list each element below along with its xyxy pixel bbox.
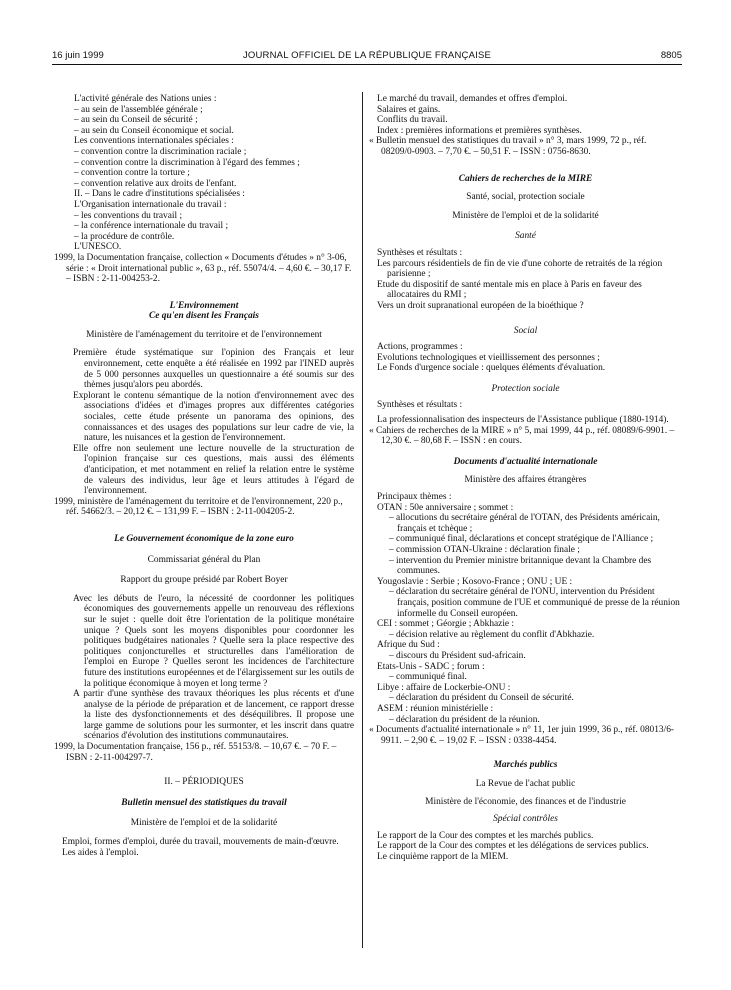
header-journal-title: JOURNAL OFFICIEL DE LA RÉPUBLIQUE FRANÇAISE [242, 50, 492, 61]
euro-heading: Le Gouvernement économique de la zone euro [114, 533, 294, 544]
marches-publics-ministry: Ministère de l'économie, des finances et de l'industrie [425, 797, 626, 808]
list-item: – déclaration du secrétaire général de l'ONU, intervention du Président français, position commune de l'UE et communiqué de presse de la réunion informelle du Conseil européen. [389, 587, 680, 619]
list-item: – déclaration du président de la réunion. [389, 714, 540, 725]
list-item: Salaires et gains. [377, 104, 441, 115]
list-item: – convention contre la discrimination raciale ; [74, 146, 247, 157]
list-item: Le marché du travail, demandes et offres d'emploi. [377, 94, 568, 104]
euro-report-title: Rapport du groupe présidé par Robert Boyer [120, 575, 288, 586]
list-item: La professionnalisation des inspecteurs de l'Assistance publique (1880-1914). [377, 415, 669, 426]
euro-organisation: Commissariat général du Plan [147, 554, 261, 565]
list-item: – convention contre la discrimination à l'égard des femmes ; [74, 157, 300, 168]
list-item: Etude du dispositif de santé mentale mis en place à Paris en faveur des allocataires du RMI ; [377, 279, 642, 301]
dai-libye: Libye : affaire de Lockerbie-ONU : [377, 682, 511, 693]
mire-heading: Cahiers de recherches de la MIRE [458, 173, 593, 184]
unesco-line: L'UNESCO. [74, 242, 122, 253]
right-column [369, 94, 682, 862]
header-rule [52, 64, 682, 65]
mire-subtitle: Santé, social, protection sociale [466, 192, 585, 203]
header-date: 16 juin 1999 [52, 50, 104, 61]
body-paragraph: A partir d'une synthèse des travaux théoriques les plus récents et d'une analyse de la période de préparation et de lancement, ce rapport dresse la liste des dysfonctionnements et des déséquilibres. Il propose une large gamme de solutions pour les surmonter, et les inscrit dans quatre scénarios d'évolution des institutions communautaires. [73, 689, 354, 742]
body-paragraph: Avec les débuts de l'euro, la nécessité de coordonner les politiques économiques des gouvernements appelle un renouveau des réflexions sur le sujet : quelle doit être l'orientation de la politique monétaire unique ? Quels sont les moyens disponibles pour coordonner les politiques budgétaires nationales ? Quelle sera la place respective des politiques conjoncturelles et structurelles dans l'amélioration de l'emploi en Europe ? Quelles seront les incidences de l'architecture future des institutions européennes et de l'élargissement sur les outils de la politique économique à moyen et long terme ? [73, 593, 354, 689]
list-item: Le Fonds d'urgence sociale : quelques éléments d'évaluation. [377, 363, 606, 374]
social-intro: Actions, programmes : [377, 342, 463, 353]
list-item: – la conférence internationale du travail ; [74, 221, 229, 232]
conventions-title: Les conventions internationales spéciales : [74, 136, 234, 147]
dai-themes: Principaux thèmes : [377, 492, 452, 503]
bmst-ministry: Ministère de l'emploi et de la solidarité [130, 818, 278, 829]
list-item: Index : premières informations et premières synthèses. [377, 125, 582, 136]
list-item: Le rapport de la Cour des comptes et les marchés publics. [377, 830, 594, 841]
list-item: – au sein du Conseil de sécurité ; [74, 115, 198, 126]
list-item: Emploi, formes d'emploi, durée du travail, mouvements de main-d'œuvre. [62, 837, 339, 848]
list-item: Vers un droit supranational européen de la bioéthique ? [377, 300, 584, 311]
list-item: – commission OTAN-Ukraine : déclaration finale ; [389, 545, 580, 555]
environnement-heading: L'Environnement [169, 300, 239, 311]
list-item: – la procédure de contrôle. [74, 231, 175, 242]
list-item: Evolutions technologiques et vieillissement des personnes ; [377, 352, 600, 363]
dai-heading: Documents d'actualité internationale [453, 456, 598, 467]
list-item: – allocutions du secrétaire général de l'OTAN, des Présidents américain, français et tchèque ; [389, 513, 660, 534]
left-column [54, 94, 354, 858]
list-item: – déclaration du président du Conseil de sécurité. [389, 693, 574, 704]
list-item: Le rapport de la Cour des comptes et les délégations de services publics. [377, 841, 649, 852]
list-item: – décision relative au règlement du conflit d'Abkhazie. [389, 629, 595, 640]
dai-cei: CEI : sommet ; Géorgie ; Abkhazie : [377, 619, 515, 630]
environnement-ministry: Ministère de l'aménagement du territoire et de l'environnement [86, 329, 322, 340]
body-paragraph: Première étude systématique sur l'opinion des Français et leur environnement, cette enquête a été réalisée en 1992 par l'INED auprès de 5 000 personnes auxquelles un questionnaire a été soumis sur des thèmes jusqu'alors peu abordés. [73, 348, 354, 391]
special-controles-heading: Spécial contrôles [493, 814, 558, 825]
sante-heading: Santé [515, 231, 536, 242]
dai-otan: OTAN : 50e anniversaire ; sommet : [377, 502, 514, 513]
body-paragraph: Explorant le contenu sémantique de la notion d'environnement avec des associations d'idées et d'images propres aux différentes catégories sociales, cette étude présente un panorama des opinions, des connaissances et des usages des populations sur leur cadre de vie, la nature, les nuisances et la gestion de l'environnement. [73, 390, 354, 444]
list-item: Les parcours résidentiels de fin de vie d'une cohorte de retraités de la région parisienne ; [377, 258, 663, 280]
column-divider [362, 92, 363, 948]
dai-ministry: Ministère des affaires étrangères [464, 475, 587, 486]
dai-afrique: Afrique du Sud : [377, 640, 440, 651]
social-heading: Social [513, 325, 538, 336]
marches-publics-heading: Marchés publics [493, 760, 558, 771]
nations-unies-title: L'activité générale des Nations unies : [74, 94, 217, 104]
sante-intro: Synthèses et résultats : [377, 247, 463, 258]
reference-line: « Documents d'actualité internationale » n° 11, 1er juin 1999, 36 p., réf. 08013/6-9911. – 2,90 €. – 19,02 F. – ISSN : 0338-4454. [369, 725, 675, 746]
institutions-title: II. – Dans le cadre d'institutions spécialisées : [74, 189, 245, 200]
periodiques-heading: II. – PÉRIODIQUES [164, 777, 244, 788]
list-item: – discours du Président sud-africain. [389, 650, 526, 661]
protection-heading: Protection sociale [491, 383, 560, 394]
reference-line: « Cahiers de recherches de la MIRE » n° 5, mai 1999, 44 p., réf. 08089/6-9901. – 12,30 €. – 80,68 F. – ISSN : en cours. [369, 425, 675, 447]
list-item: Les aides à l'emploi. [62, 847, 139, 858]
dai-yougoslavie: Yougoslavie : Serbie ; Kosovo-France ; ONU ; UE : [377, 576, 573, 587]
list-item: – convention contre la torture ; [74, 168, 190, 179]
reference-line: « Bulletin mensuel des statistiques du travail » n° 3, mars 1999, 72 p., réf. 08209/0-0903. – 7,70 €. – 50,51 F. – ISSN : 0756-8630. [369, 136, 647, 157]
list-item: – convention relative aux droits de l'enfant. [74, 178, 237, 189]
reference-line: 1999, ministère de l'aménagement du territoire et de l'environnement, 220 p., réf. 54662/3. – 20,12 €. – 131,99 F. – ISBN : 2-11-004205-2. [54, 496, 343, 518]
bmst-heading: Bulletin mensuel des statistiques du travail [121, 797, 287, 808]
reference-line: 1999, la Documentation française, 156 p., réf. 55153/8. – 10,67 €. – 70 F. – ISBN : 2-11-004297-7. [54, 742, 337, 763]
protection-intro: Synthèses et résultats : [377, 400, 463, 411]
mire-ministry: Ministère de l'emploi et de la solidarité [452, 210, 599, 221]
header-page-number: 8805 [660, 50, 682, 61]
list-item: – intervention du Premier ministre britannique devant la Chambre des communes. [389, 555, 652, 577]
list-item: – les conventions du travail ; [74, 210, 183, 221]
reference-line: 1999, la Documentation française, collection « Documents d'études » n° 3-06, série : « Droit international public », 63 p., réf. 55074/4. – 4,60 €. – 30,17 F. – ISBN : 2-11-004253-2. [54, 252, 352, 285]
list-item: Conflits du travail. [377, 115, 448, 126]
list-item: – communiqué final, déclarations et concept stratégique de l'Alliance ; [389, 534, 654, 545]
dai-etats-unis: Etats-Unis - SADC ; forum : [377, 661, 485, 672]
list-item: – communiqué final. [389, 672, 467, 683]
environnement-subheading: Ce qu'en disent les Français [149, 311, 259, 322]
body-paragraph: Elle offre non seulement une lecture nouvelle de la structuration de l'opinion française sur ces questions, mais aussi des éléments d'anticipation, et met notamment en relief la relation entre le système de valeurs des individus, leur âge et leurs attitudes à l'égard de l'environnement. [73, 443, 354, 497]
marches-publics-subtitle: La Revue de l'achat public [475, 778, 576, 789]
dai-asem: ASEM : réunion ministérielle : [377, 703, 494, 714]
oit-title: L'Organisation internationale du travail : [74, 199, 227, 210]
list-item: – au sein de l'assemblée générale ; [74, 104, 203, 115]
page-header [52, 50, 682, 64]
list-item: – au sein du Conseil économique et social. [74, 125, 234, 136]
list-item: Le cinquième rapport de la MIEM. [377, 851, 509, 862]
